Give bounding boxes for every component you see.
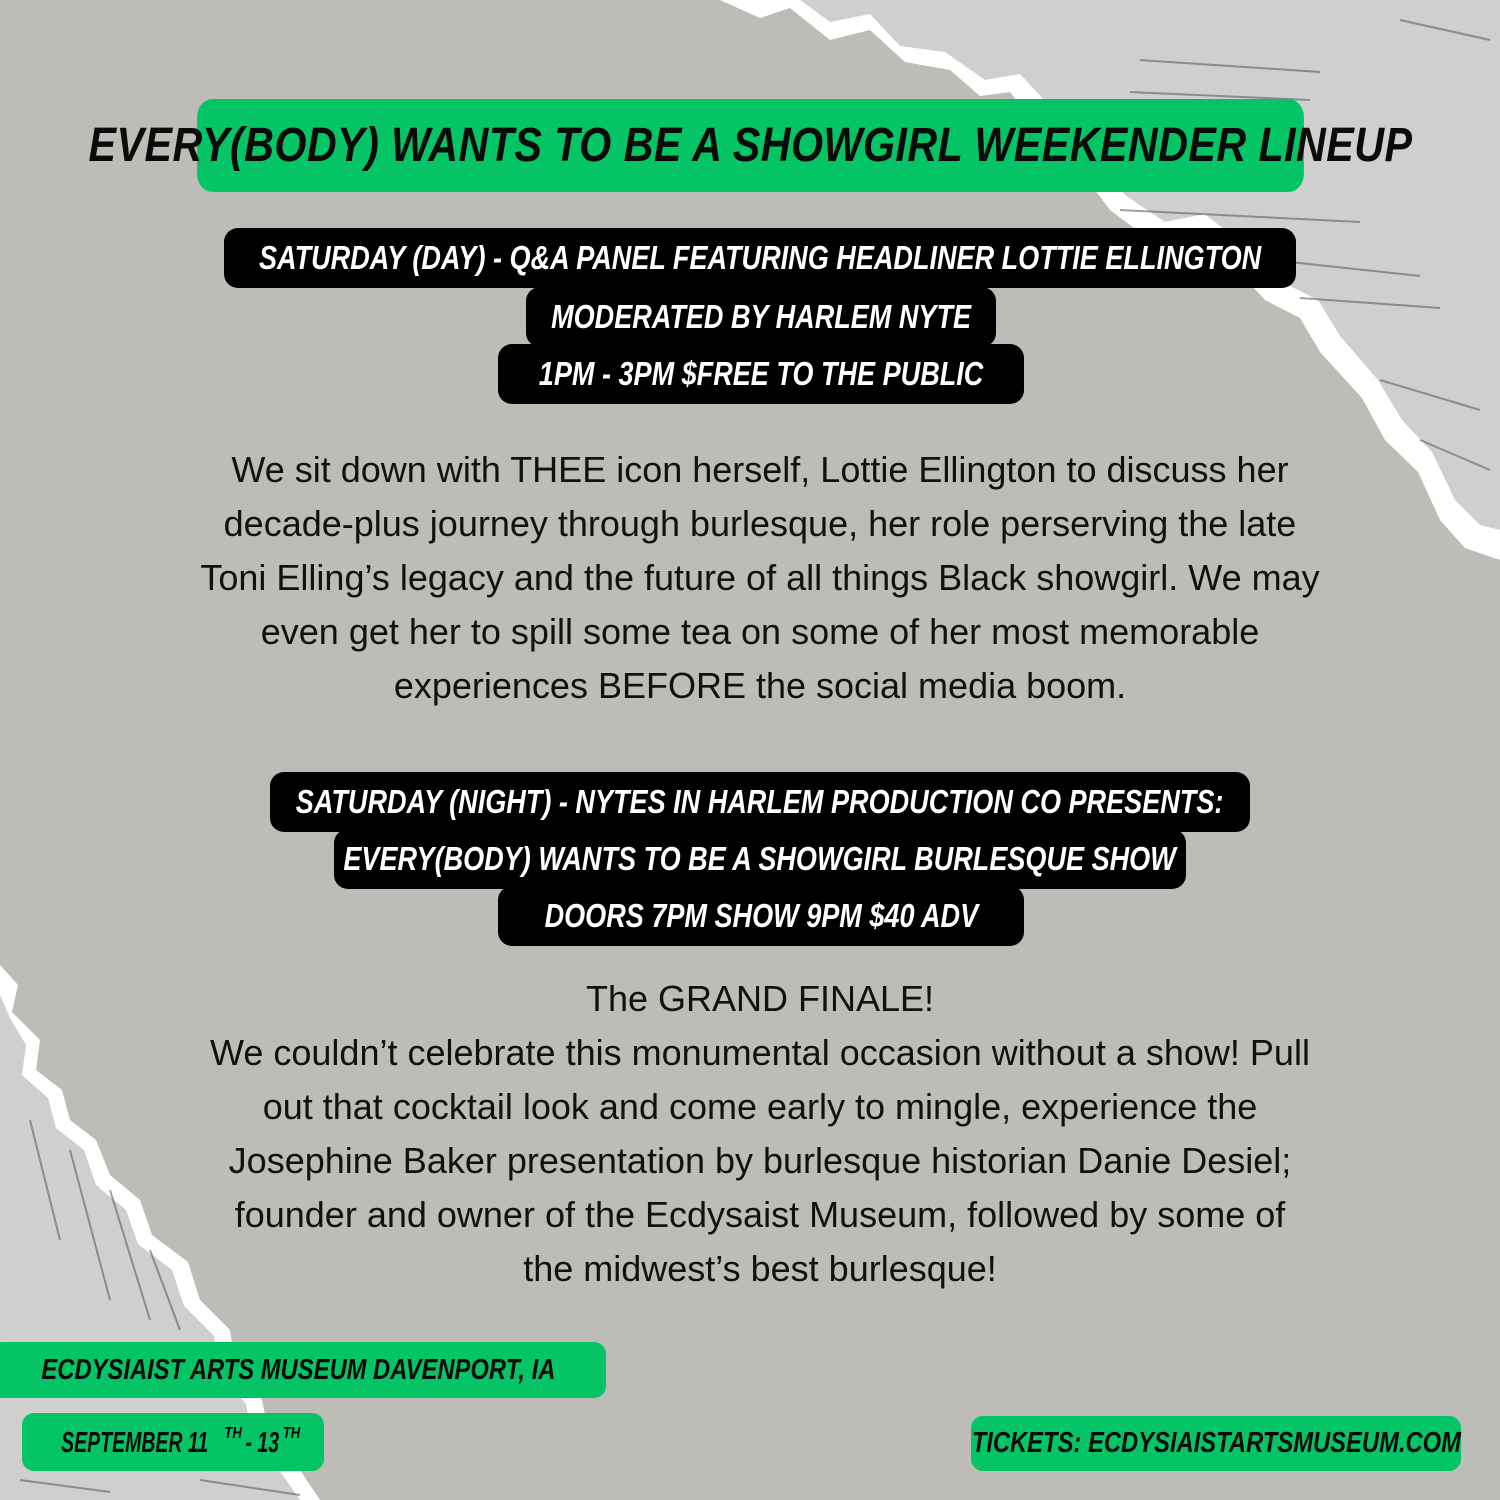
dates-badge <box>22 1413 324 1471</box>
saturday-night-title-bar <box>270 772 1250 832</box>
description-line: Josephine Baker presentation by burlesque historian Danie Desiel; <box>228 1140 1292 1181</box>
description-line: the midwest’s best burlesque! <box>523 1248 997 1289</box>
saturday-day-title: SATURDAY (DAY) - Q&A PANEL FEATURING HEADLINER LOTTIE ELLINGTON <box>258 239 1262 276</box>
saturday-night-title: SATURDAY (NIGHT) - NYTES IN HARLEM PRODUCTION CO PRESENTS: <box>296 783 1224 820</box>
saturday-night-time-price-bar <box>498 886 1024 946</box>
tickets-badge[interactable] <box>971 1416 1461 1471</box>
event-headline <box>88 99 1413 192</box>
description-line: experiences BEFORE the social media boom. <box>393 665 1127 706</box>
saturday-day-time-price: 1PM - 3PM $FREE TO THE PUBLIC <box>538 355 984 392</box>
saturday-day-title-bar <box>224 228 1296 288</box>
description-line: The GRAND FINALE! <box>585 978 935 1019</box>
venue-badge <box>0 1342 606 1398</box>
saturday-night-time-price: DOORS 7PM SHOW 9PM $40 ADV <box>544 897 978 934</box>
dates-end-suffix: TH <box>283 1424 301 1442</box>
description-line: out that cocktail look and come early to mingle, experience the <box>262 1086 1258 1127</box>
dates-text <box>45 1425 300 1460</box>
dates-start-suffix: TH <box>224 1424 243 1442</box>
saturday-night-show: EVERY(BODY) WANTS TO BE A SHOWGIRL BURLESQUE SHOW <box>343 840 1177 877</box>
description-line: decade-plus journey through burlesque, her role perserving the late <box>223 503 1297 544</box>
dates-end: - 13 <box>245 1426 280 1459</box>
saturday-day-moderator: MODERATED BY HARLEM NYTE <box>551 298 971 335</box>
description-line: We sit down with THEE icon herself, Lottie Ellington to discuss her <box>231 449 1289 490</box>
event-headline-text: EVERY(BODY) WANTS TO BE A SHOWGIRL WEEKENDER LINEUP <box>88 119 1413 172</box>
venue-text: ECDYSIAIST ARTS MUSEUM DAVENPORT, IA <box>41 1353 555 1386</box>
description-line: founder and owner of the Ecdysaist Museum, followed by some of <box>234 1194 1286 1235</box>
description-line: even get her to spill some tea on some of her most memorable <box>260 611 1260 652</box>
dates-start: SEPTEMBER 11 <box>61 1426 209 1459</box>
tickets-link[interactable]: TICKETS: ECDYSIAISTARTSMUSEUM.COM <box>971 1427 1461 1459</box>
saturday-night-description <box>120 972 1400 1296</box>
description-line: We couldn’t celebrate this monumental occasion without a show! Pull <box>210 1032 1310 1073</box>
description-line: Toni Elling’s legacy and the future of all things Black showgirl. We may <box>200 557 1320 598</box>
saturday-day-description <box>120 443 1400 713</box>
saturday-day-moderator-bar <box>526 287 996 347</box>
saturday-day-time-price-bar <box>498 344 1024 404</box>
saturday-night-show-bar <box>334 829 1186 889</box>
